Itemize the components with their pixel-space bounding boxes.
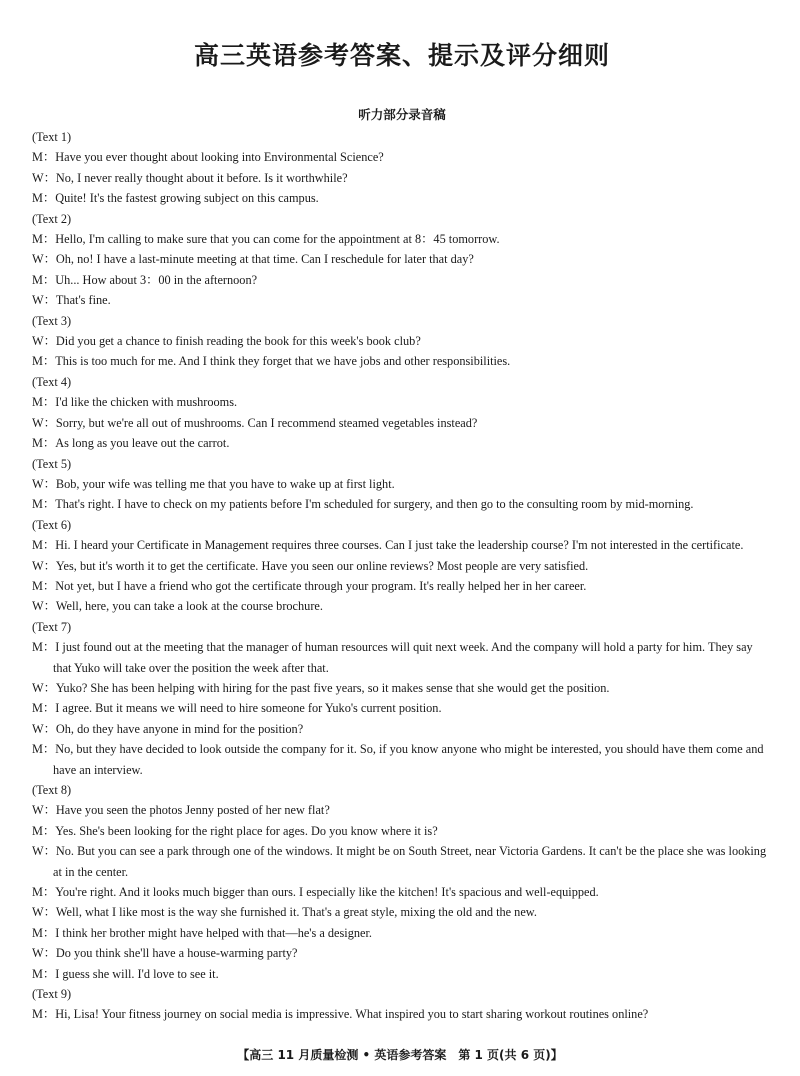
speaker-label: M： [32,354,56,369]
text-section-label [32,311,772,331]
section-title: 听力部分录音稿 [358,107,446,122]
speaker-label: M： [32,538,56,553]
text-number: (Text 2) [32,211,72,226]
speaker-label: W： [32,293,56,308]
utterance-text: Yes, but it's worth it to get the certificate. Have you seen our online reviews? Most people are very satisfied. [55,558,589,573]
utterance-text: Do you think she'll have a house-warming party? [55,946,298,961]
utterance-text: Yuko? She has been helping with hiring for the past five years, so it makes sense that she would get the position. [55,680,610,695]
dialogue-line [32,678,772,698]
utterance-text: Hi. I heard your Certificate in Management requires three courses. Can I just take the leadership course? I'm not interested in the certificate. [55,538,744,553]
text-number: (Text 6) [32,517,72,532]
speaker-label: M： [32,640,56,655]
utterance-text: Oh, do they have anyone in mind for the position? [55,721,304,736]
speaker-label: W： [32,721,56,736]
speaker-label: M： [32,742,56,757]
text-section-label [32,780,772,800]
speaker-label: W： [32,803,56,818]
speaker-label: M： [32,497,56,512]
dialogue-line [32,882,772,902]
dialogue-line [32,392,772,412]
dialogue-line [32,576,772,596]
utterance-text: No, I never really thought about it before. Is it worthwhile? [55,170,348,185]
text-number: (Text 4) [32,374,72,389]
dialogue-line [32,902,772,922]
speaker-label: M： [32,191,56,206]
utterance-text: That's fine. [55,293,111,308]
utterance-text: Well, what I like most is the way she furnished it. That's a great style, mixing the old and the new. [55,905,537,920]
page-title: 高三英语参考答案、提示及评分细则 [193,41,610,70]
utterance-text: I agree. But it means we will need to hire someone for Yuko's current position. [55,701,442,716]
utterance-text: Not yet, but I have a friend who got the certificate through your program. It's really helped her in her career. [55,578,587,593]
utterance-text: Hello, I'm calling to make sure that you can come for the appointment at 8：45 tomorrow. [55,232,500,247]
utterance-text: Hi, Lisa! Your fitness journey on social media is impressive. What inspired you to start sharing workout routines online? [55,1007,649,1022]
dialogue-line [32,535,772,555]
utterance-text: Sorry, but we're all out of mushrooms. Can I recommend steamed vegetables instead? [55,415,478,430]
speaker-label: W： [32,170,56,185]
dialogue-line [32,351,772,371]
dialogue-line [32,739,772,780]
text-number: (Text 3) [32,313,72,328]
utterance-text: Yes. She's been looking for the right place for ages. Do you know where it is? [55,823,438,838]
utterance-text: This is too much for me. And I think they forget that we have jobs and other responsibilities. [55,354,511,369]
speaker-label: W： [32,334,56,349]
text-number: (Text 9) [32,987,72,1002]
text-number: (Text 7) [32,619,72,634]
text-section-label [32,209,772,229]
utterance-text: You're right. And it looks much bigger than ours. I especially like the kitchen! It's spacious and well-equipped. [55,885,599,900]
dialogue-line [32,596,772,616]
speaker-label: W： [32,599,56,614]
dialogue-line [32,433,772,453]
dialogue-line [32,637,772,678]
dialogue-line [32,229,772,249]
utterance-text: That's right. I have to check on my patients before I'm scheduled for surgery, and then go to the consulting room by mid-morning. [55,497,694,512]
speaker-label: M： [32,823,56,838]
dialogue-line [32,698,772,718]
dialogue-line [32,923,772,943]
speaker-label: M： [32,1007,56,1022]
dialogue-line [32,474,772,494]
utterance-text: I'd like the chicken with mushrooms. [55,395,238,410]
dialogue-line [32,413,772,433]
dialogue-line [32,1004,772,1024]
dialogue-line [32,841,772,882]
utterance-text: As long as you leave out the carrot. [55,436,230,451]
speaker-label: M： [32,436,56,451]
dialogue-line [32,494,772,514]
speaker-label: W： [32,476,56,491]
utterance-text: I just found out at the meeting that the manager of human resources will quit next week. And the company will hold a party for him. They say that Yuko will take over the position the week after that. [53,640,753,675]
speaker-label: M： [32,272,56,287]
speaker-label: M： [32,925,56,940]
utterance-text: Have you seen the photos Jenny posted of her new flat? [55,803,330,818]
dialogue-line [32,249,772,269]
utterance-text: Well, here, you can take a look at the course brochure. [55,599,323,614]
utterance-text: I think her brother might have helped with that—he's a designer. [55,925,372,940]
utterance-text: Have you ever thought about looking into Environmental Science? [55,150,384,165]
speaker-label: W： [32,415,56,430]
text-section-label [32,984,772,1004]
utterance-text: No, but they have decided to look outside the company for it. So, if you know anyone who might be interested, you should have them come and have an interview. [53,742,764,777]
dialogue-line [32,290,772,310]
speaker-label: W： [32,844,56,859]
text-number: (Text 1) [32,130,72,144]
text-section-label [32,127,772,147]
text-section-label [32,515,772,535]
text-number: (Text 5) [32,456,72,471]
dialogue-line [32,270,772,290]
page-footer: 【高三 11 月质量检测 • 英语参考答案 第 1 页(共 6 页)】 [237,1048,563,1062]
dialogue-line [32,168,772,188]
utterance-text: No. But you can see a park through one of the windows. It might be on South Street, near Victoria Gardens. It can't be the place she was looking at in the center. [53,844,767,879]
speaker-label: M： [32,578,56,593]
utterance-text: Oh, no! I have a last-minute meeting at that time. Can I reschedule for later that day? [55,252,474,267]
speaker-label: M： [32,232,56,247]
dialogue-line [32,800,772,820]
dialogue-line [32,147,772,167]
text-section-label [32,372,772,392]
speaker-label: M： [32,966,56,981]
utterance-text: Did you get a chance to finish reading the book for this week's book club? [55,334,421,349]
speaker-label: W： [32,558,56,573]
utterance-text: Bob, your wife was telling me that you have to wake up at first light. [55,476,395,491]
utterance-text: Quite! It's the fastest growing subject on this campus. [55,191,319,206]
speaker-label: M： [32,885,56,900]
speaker-label: W： [32,680,56,695]
dialogue-line [32,556,772,576]
dialogue-line [32,188,772,208]
speaker-label: M： [32,395,56,410]
speaker-label: W： [32,905,56,920]
utterance-text: Uh... How about 3：00 in the afternoon? [55,272,258,287]
speaker-label: W： [32,252,56,267]
utterance-text: I guess she will. I'd love to see it. [55,966,219,981]
speaker-label: W： [32,946,56,961]
text-section-label [32,617,772,637]
text-section-label [32,454,772,474]
dialogue-line [32,943,772,963]
dialogue-line [32,964,772,984]
dialogue-line [32,719,772,739]
dialogue-line [32,821,772,841]
text-number: (Text 8) [32,783,72,797]
dialogue-line [32,331,772,351]
speaker-label: M： [32,701,56,716]
speaker-label: M： [32,150,56,165]
listening-transcript [32,127,772,1025]
